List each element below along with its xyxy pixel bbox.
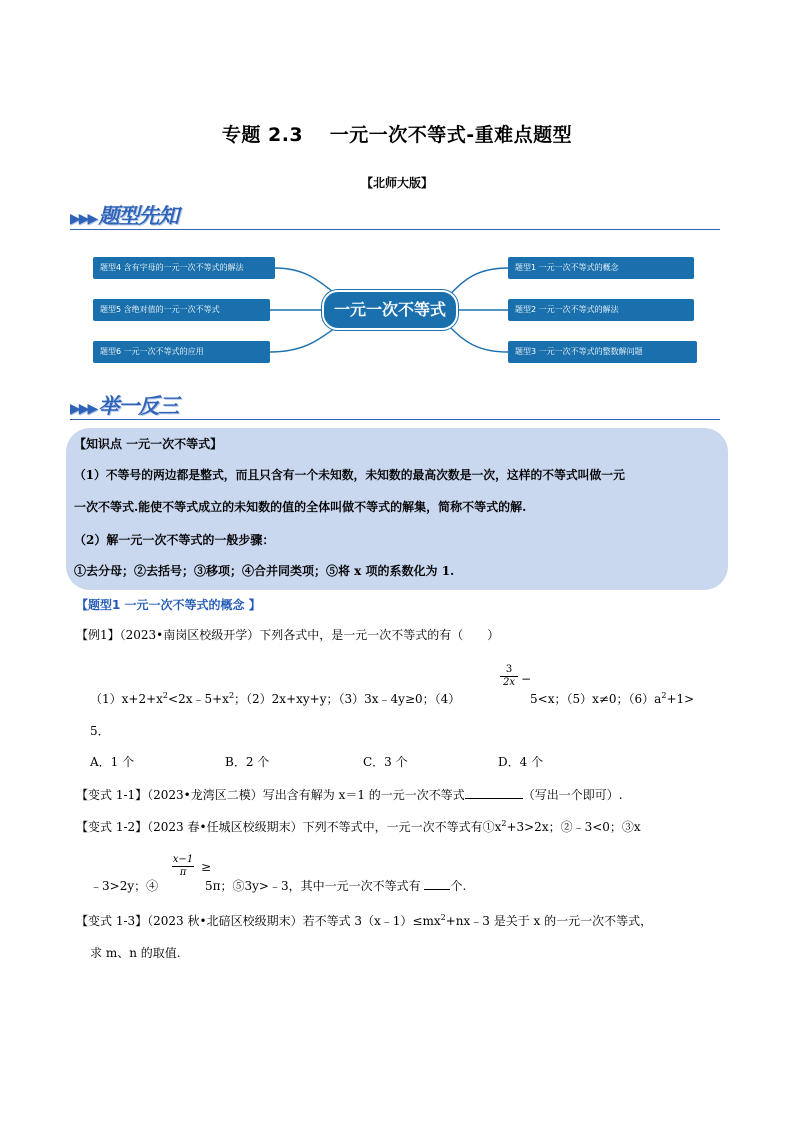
option-a: A．1 个 xyxy=(90,755,135,769)
geq-sign: ≥ xyxy=(201,860,212,874)
expr-part: +1> xyxy=(666,692,695,706)
option-c: C．3 个 xyxy=(363,755,408,769)
fraction-minus: − xyxy=(521,672,532,686)
variant-1-2-line2a: ﹣3>2y；④ xyxy=(90,879,159,893)
variant-1-2-line1 xyxy=(76,818,641,835)
variant-1-2-fraction xyxy=(172,854,194,878)
fraction-denominator: π xyxy=(172,866,194,878)
example1-items-line1-tail xyxy=(530,690,694,707)
example1-label: 【例1】 xyxy=(76,628,120,642)
example1-fraction xyxy=(500,664,518,688)
variant-text: 5π；⑤3y>﹣3，其中一元一次不等式有 xyxy=(205,879,421,893)
mindmap-node-type2: 题型2 一元一次不等式的解法 xyxy=(508,299,694,321)
example1-source: （2023•南岗区校级开学）下列各式中，是一元一次不等式的有（ ） xyxy=(119,628,500,642)
expr-part: （1）x+2+x xyxy=(90,692,163,706)
variant-1-2-line2b xyxy=(205,877,466,894)
banner-arrows-icon: ▶▶▶ xyxy=(70,401,97,417)
variant-text: +nx﹣3 是关于 x 的一元一次不等式， xyxy=(445,914,653,928)
expr-part: ；（2）2x+xy+y；（3）3x﹣4y≥0；（4） xyxy=(234,692,461,706)
banner-text: 题型先知 xyxy=(98,204,179,228)
variant-label: 【变式 1-3】 xyxy=(76,914,148,928)
knowledge-box xyxy=(66,428,728,590)
mindmap-node-type4: 题型4 含有字母的一元一次不等式的解法 xyxy=(93,257,275,279)
variant-text: （2023 秋•北碚区校级期末）若不等式 3（x﹣1）≤mx xyxy=(147,914,441,928)
page-title: 专题 2.3 一元一次不等式-重难点题型 xyxy=(221,124,573,146)
superscript: 2 xyxy=(228,691,235,700)
fraction-denominator: 2x xyxy=(500,676,518,688)
answer-blank xyxy=(465,786,523,799)
variant-1-3-line2: 求 m、n 的取值. xyxy=(90,946,181,960)
banner-examples xyxy=(70,390,178,420)
variant-text: （2023 春•任城区校级期末）下列不等式中，一元一次不等式有①x xyxy=(147,820,502,834)
edition-label: 【北师大版】 xyxy=(360,176,433,190)
example1-items-line2: 5． xyxy=(90,724,110,738)
example1-question xyxy=(76,626,499,643)
banner-arrows-icon: ▶▶▶ xyxy=(70,211,97,227)
option-d: D．4 个 xyxy=(498,755,544,769)
mindmap-node-type6: 题型6 一元一次不等式的应用 xyxy=(93,341,270,363)
expr-part: <2x﹣5+x xyxy=(168,692,229,706)
answer-blank xyxy=(424,877,450,890)
mindmap-node-type1: 题型1 一元一次不等式的概念 xyxy=(508,257,694,279)
mindmap-node-type3: 题型3 一元一次不等式的整数解问题 xyxy=(508,341,697,363)
knowledge-heading: 【知识点 一元一次不等式】 xyxy=(74,437,223,451)
knowledge-paragraph-2: （2）解一元一次不等式的一般步骤： xyxy=(74,533,275,547)
variant-tail: （写出一个即可）. xyxy=(522,788,623,802)
knowledge-paragraph-3: ①去分母；②去括号；③移项；④合并同类项；⑤将 x 项的系数化为 1. xyxy=(74,564,455,578)
option-b: B．2 个 xyxy=(225,755,270,769)
variant-label: 【变式 1-2】 xyxy=(76,820,148,834)
superscript: 2 xyxy=(501,819,507,828)
variant-text: +3>2x；②﹣3<0；③x xyxy=(506,820,641,834)
superscript: 2 xyxy=(440,913,446,922)
fraction-numerator: 3 xyxy=(505,664,513,675)
expr-part: 5<x；（5）x≠0；（6）a xyxy=(530,692,662,706)
banner-text: 举一反三 xyxy=(98,394,179,418)
example1-items-line1 xyxy=(90,690,460,707)
mindmap-node-type5: 题型5 含绝对值的一元一次不等式 xyxy=(93,299,270,321)
mindmap-center: 一元一次不等式 xyxy=(322,290,458,330)
banner-divider xyxy=(70,229,720,230)
variant-text: （2023•龙湾区二模）写出含有解为 x＝1 的一元一次不等式 xyxy=(147,788,465,802)
variant-1-1 xyxy=(76,786,623,803)
knowledge-paragraph-1b: 一次不等式.能使不等式成立的未知数的值的全体叫做不等式的解集，简称不等式的解. xyxy=(74,500,527,514)
variant-label: 【变式 1-1】 xyxy=(76,788,148,802)
banner-question-types xyxy=(70,200,178,230)
banner-divider xyxy=(70,419,720,420)
superscript: 2 xyxy=(661,691,667,700)
mindmap xyxy=(0,240,794,380)
variant-text: 个. xyxy=(450,879,467,893)
variant-1-3-line1 xyxy=(76,912,652,929)
fraction-numerator: x−1 xyxy=(172,854,194,865)
knowledge-paragraph-1a: （1）不等号的两边都是整式，而且只含有一个未知数，未知数的最高次数是一次，这样的不等式叫做一元 xyxy=(74,468,625,482)
section-heading-type1: 【题型1 一元一次不等式的概念 】 xyxy=(76,598,261,612)
superscript: 2 xyxy=(162,691,169,700)
